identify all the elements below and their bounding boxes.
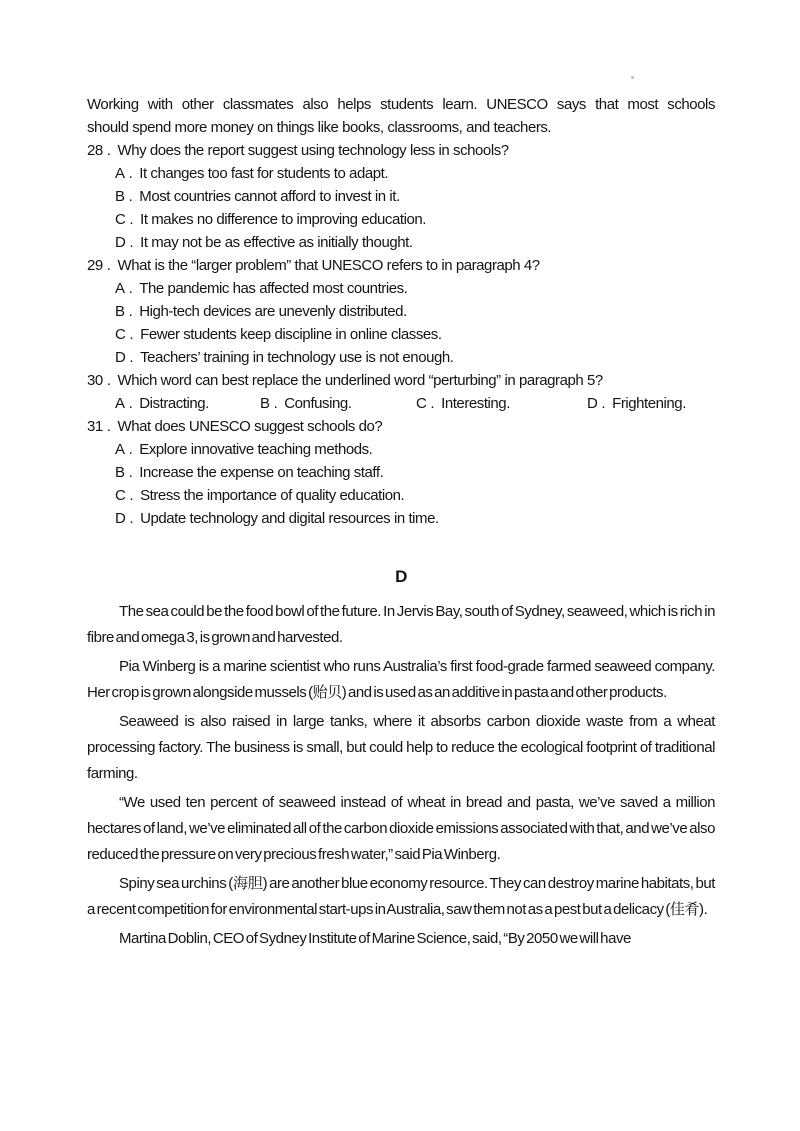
option-separator: . — [129, 487, 134, 504]
question-29 — [87, 254, 715, 369]
option-letter: B — [115, 464, 125, 481]
question-30-prompt — [87, 369, 715, 392]
question-31-option-c — [87, 484, 715, 507]
question-28-option-c — [87, 208, 715, 231]
passage-paragraph-6: Martina Doblin, CEO of Sydney Institute of Marine Science, said, “By 2050 we will have — [119, 930, 631, 947]
option-separator: . — [273, 395, 278, 412]
number-separator: . — [106, 372, 111, 389]
question-28-option-d — [87, 231, 715, 254]
question-text: Why does the report suggest using technology less in schools? — [117, 142, 509, 159]
option-letter: D — [587, 395, 598, 412]
page-content — [87, 93, 715, 955]
question-31-option-b — [87, 461, 715, 484]
question-28-option-a — [87, 162, 715, 185]
question-29-option-a — [87, 277, 715, 300]
question-29-option-b — [87, 300, 715, 323]
option-letter: B — [260, 395, 270, 412]
option-letter: C — [115, 487, 126, 504]
intro-line-2: should spend more money on things like books, classrooms, and teachers. — [87, 119, 552, 136]
option-letter: A — [115, 280, 125, 297]
option-letter: A — [115, 441, 125, 458]
number-separator: . — [106, 257, 111, 274]
option-text: It may not be as effective as initially thought. — [140, 234, 413, 251]
option-separator: . — [601, 395, 606, 412]
option-text: Confusing. — [284, 395, 352, 412]
question-number: 29 — [87, 257, 103, 274]
question-number: 28 — [87, 142, 103, 159]
option-text: Interesting. — [441, 395, 510, 412]
question-31-option-a — [87, 438, 715, 461]
option-separator: . — [128, 280, 133, 297]
reading-passage — [87, 599, 715, 952]
question-30-options-row — [87, 392, 715, 415]
question-29-option-c — [87, 323, 715, 346]
question-30-option-b — [260, 392, 416, 415]
option-letter: C — [115, 211, 126, 228]
option-separator: . — [128, 441, 133, 458]
question-31-option-d — [87, 507, 715, 530]
option-text: High-tech devices are unevenly distributed. — [139, 303, 407, 320]
question-30-option-c — [416, 392, 587, 415]
question-30 — [87, 369, 715, 415]
passage-tail-paragraph — [87, 93, 715, 139]
option-text: Stress the importance of quality education. — [140, 487, 405, 504]
option-text: Most countries cannot afford to invest in it. — [139, 188, 400, 205]
option-text: Fewer students keep discipline in online classes. — [140, 326, 442, 343]
number-separator: . — [106, 418, 111, 435]
question-28 — [87, 139, 715, 254]
option-letter: A — [115, 165, 125, 182]
option-text: The pandemic has affected most countries. — [139, 280, 408, 297]
option-text: It changes too fast for students to adapt. — [139, 165, 389, 182]
option-letter: D — [115, 234, 126, 251]
option-text: Explore innovative teaching methods. — [139, 441, 373, 458]
option-text: Distracting. — [139, 395, 209, 412]
option-separator: . — [129, 234, 134, 251]
question-number: 31 — [87, 418, 103, 435]
question-28-prompt — [87, 139, 715, 162]
section-heading: D — [395, 567, 407, 586]
passage-paragraph-2: Pia Winberg is a marine scientist who runs Australia’s first food-grade farmed seaweed company. Her crop is grown alongside mussels (贻贝) and is used as an additive in pasta and other products. — [87, 658, 715, 701]
option-text: Increase the expense on teaching staff. — [139, 464, 384, 481]
option-separator: . — [128, 165, 133, 182]
question-30-option-a — [115, 392, 260, 415]
option-text: Update technology and digital resources in time. — [140, 510, 439, 527]
option-text: Frightening. — [612, 395, 686, 412]
question-text: What does UNESCO suggest schools do? — [117, 418, 383, 435]
passage-paragraph-3: Seaweed is also raised in large tanks, where it absorbs carbon dioxide waste from a wheat processing factory. The business is small, but could help to reduce the ecological footprint of traditional farming. — [87, 713, 715, 782]
option-letter: D — [115, 510, 126, 527]
question-text: Which word can best replace the underlined word “perturbing” in paragraph 5? — [117, 372, 603, 389]
option-separator: . — [128, 395, 133, 412]
option-letter: B — [115, 188, 125, 205]
passage-paragraph-1: The sea could be the food bowl of the future. In Jervis Bay, south of Sydney, seaweed, which is rich in fibre and omega 3, is grown and harvested. — [87, 603, 715, 646]
option-text: Teachers’ training in technology use is not enough. — [140, 349, 454, 366]
option-separator: . — [128, 188, 133, 205]
option-separator: . — [128, 303, 133, 320]
option-separator: . — [129, 510, 134, 527]
question-29-prompt — [87, 254, 715, 277]
option-separator: . — [430, 395, 435, 412]
question-29-option-d — [87, 346, 715, 369]
option-letter: A — [115, 395, 125, 412]
question-31-prompt — [87, 415, 715, 438]
option-separator: . — [129, 349, 134, 366]
option-letter: B — [115, 303, 125, 320]
passage-paragraph-4: “We used ten percent of seaweed instead of wheat in bread and pasta, we’ve saved a million hectares of land, we’ve eliminated all of the carbon dioxide emissions associated with that, and we’ve also reduced the pressure on very precious fresh water,” said Pia Winberg. — [87, 794, 715, 863]
option-separator: . — [129, 326, 134, 343]
intro-line-1: Working with other classmates also helps students learn. UNESCO says that most schools — [87, 96, 715, 113]
question-31 — [87, 415, 715, 530]
option-separator: . — [128, 464, 133, 481]
option-letter: D — [115, 349, 126, 366]
passage-paragraph-5: Spiny sea urchins (海胆) are another blue economy resource. They can destroy marine habitats, but a recent competition for environmental start-ups in Australia, saw them not as a pest but a delicacy (佳肴). — [87, 875, 715, 918]
question-text: What is the “larger problem” that UNESCO refers to in paragraph 4? — [117, 257, 540, 274]
option-letter: C — [115, 326, 126, 343]
number-separator: . — [106, 142, 111, 159]
question-28-option-b — [87, 185, 715, 208]
question-30-option-d — [587, 392, 686, 415]
scan-speck — [631, 76, 634, 79]
option-letter: C — [416, 395, 427, 412]
option-separator: . — [129, 211, 134, 228]
option-text: It makes no difference to improving education. — [140, 211, 426, 228]
question-number: 30 — [87, 372, 103, 389]
